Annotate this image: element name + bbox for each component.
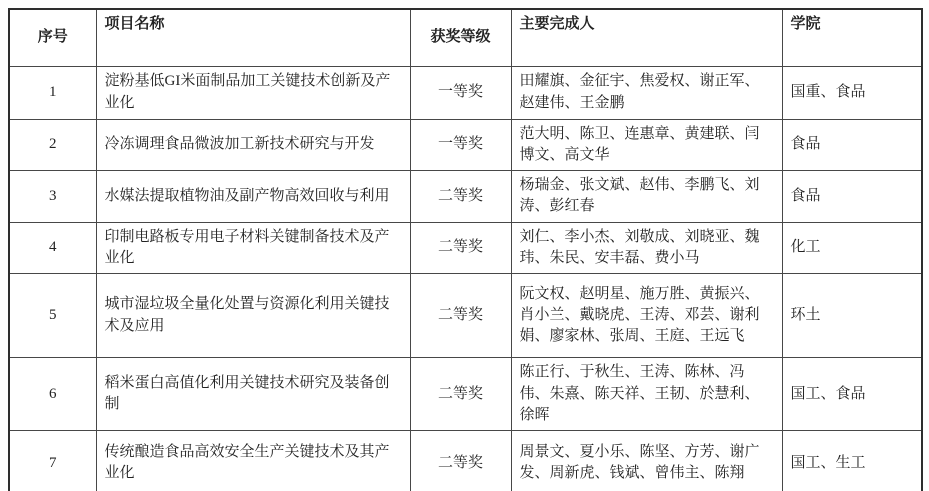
- cell-college: 食品: [782, 119, 922, 171]
- header-award: 获奖等级: [410, 9, 511, 66]
- cell-college: 国工、食品: [782, 358, 922, 431]
- cell-award: 二等奖: [410, 222, 511, 274]
- cell-award: 二等奖: [410, 358, 511, 431]
- cell-college: 国重、食品: [782, 66, 922, 119]
- cell-seq: 2: [9, 119, 96, 171]
- award-table: [8, 8, 923, 491]
- cell-people: 范大明、陈卫、连惠章、黄建联、闫博文、高文华: [511, 119, 782, 171]
- table-row: [9, 171, 922, 223]
- header-people: 主要完成人: [511, 9, 782, 66]
- cell-name: 淀粉基低GI米面制品加工关键技术创新及产业化: [96, 66, 410, 119]
- cell-name: 城市湿垃圾全量化处置与资源化利用关键技术及应用: [96, 274, 410, 358]
- cell-college: 化工: [782, 222, 922, 274]
- cell-award: 一等奖: [410, 119, 511, 171]
- table-row: [9, 222, 922, 274]
- cell-people: 阮文权、赵明星、施万胜、黄振兴、肖小兰、戴晓虎、王涛、邓芸、谢利娟、廖家林、张周、王庭、王远飞: [511, 274, 782, 358]
- cell-award: 二等奖: [410, 171, 511, 223]
- cell-name: 印制电路板专用电子材料关键制备技术及产业化: [96, 222, 410, 274]
- table-row: [9, 66, 922, 119]
- table-row: [9, 119, 922, 171]
- cell-award: 一等奖: [410, 66, 511, 119]
- table-body: [9, 66, 922, 491]
- table-row: [9, 274, 922, 358]
- cell-people: 陈正行、于秋生、王涛、陈林、冯伟、朱熹、陈天祥、王韧、於慧利、徐晖: [511, 358, 782, 431]
- cell-seq: 7: [9, 431, 96, 491]
- header-name: 项目名称: [96, 9, 410, 66]
- cell-college: 食品: [782, 171, 922, 223]
- table-row: [9, 431, 922, 491]
- cell-people: 杨瑞金、张文斌、赵伟、李鹏飞、刘涛、彭红春: [511, 171, 782, 223]
- header-seq: 序号: [9, 9, 96, 66]
- cell-people: 周景文、夏小乐、陈坚、方芳、谢广发、周新虎、钱斌、曾伟主、陈翔: [511, 431, 782, 491]
- cell-college: 国工、生工: [782, 431, 922, 491]
- table-header: [9, 9, 922, 66]
- cell-people: 刘仁、李小杰、刘敬成、刘晓亚、魏玮、朱民、安丰磊、费小马: [511, 222, 782, 274]
- cell-seq: 4: [9, 222, 96, 274]
- cell-name: 稻米蛋白高值化利用关键技术研究及装备创制: [96, 358, 410, 431]
- header-row: [9, 9, 922, 66]
- table-row: [9, 358, 922, 431]
- cell-seq: 6: [9, 358, 96, 431]
- cell-award: 二等奖: [410, 431, 511, 491]
- cell-name: 传统酿造食品高效安全生产关键技术及其产业化: [96, 431, 410, 491]
- cell-seq: 5: [9, 274, 96, 358]
- header-college: 学院: [782, 9, 922, 66]
- cell-seq: 3: [9, 171, 96, 223]
- cell-name: 冷冻调理食品微波加工新技术研究与开发: [96, 119, 410, 171]
- cell-seq: 1: [9, 66, 96, 119]
- cell-award: 二等奖: [410, 274, 511, 358]
- cell-college: 环土: [782, 274, 922, 358]
- cell-people: 田耀旗、金征宇、焦爱权、谢正军、赵建伟、王金鹏: [511, 66, 782, 119]
- cell-name: 水媒法提取植物油及副产物高效回收与利用: [96, 171, 410, 223]
